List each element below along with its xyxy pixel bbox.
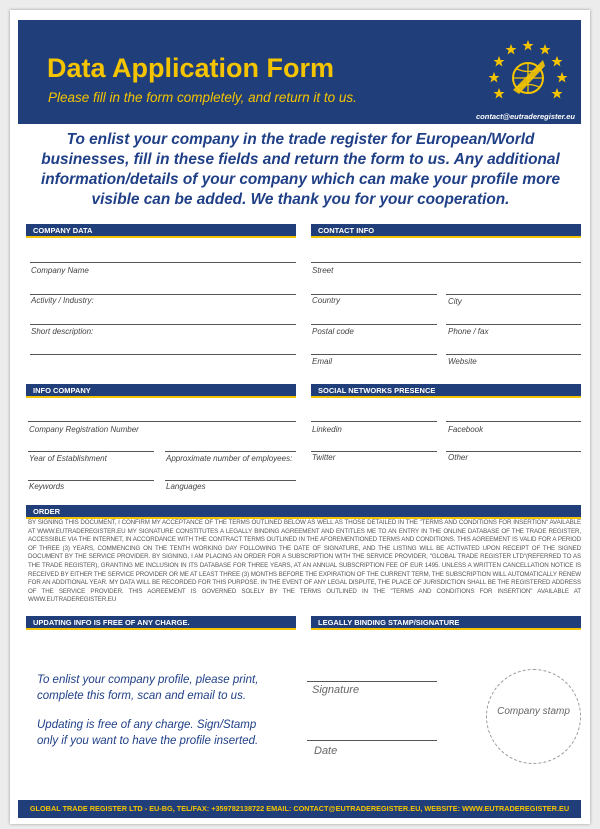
phone-fax-label: Phone / fax	[448, 327, 489, 336]
email-label: Email	[312, 357, 333, 366]
date-line[interactable]	[307, 726, 437, 741]
section-updating-free: UPDATING INFO IS FREE OF ANY CHARGE.	[26, 616, 296, 630]
postal-code-label: Postal code	[312, 327, 354, 336]
twitter-label: Twitter	[312, 453, 336, 462]
year-line[interactable]	[28, 438, 154, 452]
form-title: Data Application Form	[47, 53, 335, 83]
employees-label: Approximate number of employees:	[166, 454, 293, 463]
footer-contact-bar: GLOBAL TRADE REGISTER LTD - EU-BG, TEL/FAX: +359782138722 EMAIL: CONTACT@EUTRADEREGISTER.EU, WEBSITE: WWW.EUTRADEREGISTER.EU	[18, 800, 581, 818]
section-contact-info: CONTACT INFO	[311, 224, 581, 238]
date-label: Date	[314, 745, 338, 757]
city-label: City	[448, 297, 462, 306]
activity-label: Activity / Industry:	[31, 296, 94, 305]
employees-line[interactable]	[165, 438, 296, 452]
country-line[interactable]	[311, 281, 437, 295]
note-updating-free: Updating is free of any charge. Sign/Stamp only if you want to have the profile inserted.	[37, 719, 259, 747]
email-line[interactable]	[311, 341, 437, 355]
year-label: Year of Establishment	[29, 454, 107, 463]
street-line[interactable]	[311, 249, 581, 263]
header-banner	[18, 20, 581, 124]
company-name-line[interactable]	[30, 249, 296, 263]
company-stamp-circle[interactable]	[486, 669, 581, 764]
signature-label: Signature	[312, 684, 360, 696]
website-label: Website	[448, 357, 477, 366]
section-info-company: INFO COMPANY	[26, 384, 296, 398]
order-terms-text: BY SIGNING THIS DOCUMENT, I CONFIRM MY ACCEPTANCE OF THE TERMS OUTLINED BELOW AS WELL AS THOSE DETAILED IN THE "TERMS AND CONDITIONS FOR INSERTION" AVAILABLE AT WWW.EUTRADEREGISTER.EU MY SIGNATURE CONSTITUTES A LEGALLY BINDING AGREEMENT AND ENTITLES ME TO AN ENTRY IN THE ONLINE DATABASE OF THE TRADE REGISTER, ACCESSIBLE VIA THE INTERNET, IN ACCORDANCE WITH THE CONTRACT TERMS OUTLINED IN THE AFOREMENTIONED TERMS AND CONDITIONS. THIS AGREEMENT IS VALID FOR A PERIOD OF THREE (3) YEARS, COMMENCING ON THE TENTH WORKING DAY FOLLOWING THE DATE OF SIGNATURE, AND THE LISTING WILL BE ACTIVATED UPON RECEIPT OF THE SIGNED DOCUMENT BY THE SERVICE PROVIDER. BY SIGNING, I AM PLACING AN ORDER FOR A SUBSCRIPTION WITH THE SERVICE PROVIDER, "GLOBAL TRADE REGISTER LTD"(REFERRED TO AS THE TRADE REGISTER), GRANTING ME INCLUSION IN ITS DATABASE FOR THREE YEARS, AT AN ANNUAL SUBSCRIPTION FEE OF EUR 1495. UNLESS A WRITTEN CANCELLATION NOTICE IS RECEIVED BY EITHER THE SERVICE PROVIDER OR ME AT LEAST THREE (3) MONTHS BEFORE THE EXPIRATION OF THE CURRENT TERM, THE SUBSCRIPTION WILL AUTOMATICALLY RENEW FOR AN ADDITIONAL YEAR. MY DATA WILL BE RECORDED FOR THIS PURPOSE. IN THE EVENT OF ANY LEGAL DISPUTE, THE PLACE OF JURISDICTION SHALL BE THE REGISTERED ADDRESS OF THE SERVICE PROVIDER. THIS AGREEMENT IS GOVERNED SOLELY BY THE TERMS OUTLINED IN THE "TERMS AND CONDITIONS FOR INSERTION" AVAILABLE AT WWW.EUTRADEREGISTER.EU	[28, 519, 581, 604]
signature-line[interactable]	[307, 667, 437, 682]
linkedin-line[interactable]	[311, 408, 437, 422]
street-label: Street	[312, 266, 334, 275]
phone-fax-line[interactable]	[446, 311, 581, 325]
section-company-data: COMPANY DATA	[26, 224, 296, 238]
registration-number-label: Company Registration Number	[29, 425, 139, 434]
intro-text: To enlist your company in the trade register for European/World businesses, fill in these fields and return the form to us. Any additional information/details of your company which can make your profile more visible can be added. We thank you for your cooperation.	[40, 131, 561, 208]
languages-label: Languages	[166, 482, 206, 491]
eu-stars-globe-logo-icon	[483, 38, 573, 116]
activity-line[interactable]	[30, 281, 296, 295]
facebook-line[interactable]	[446, 408, 581, 422]
languages-line[interactable]	[165, 467, 296, 481]
section-social-networks: SOCIAL NETWORKS PRESENCE	[311, 384, 581, 398]
other-line[interactable]	[446, 438, 581, 452]
note-print-scan: To enlist your company profile, please print, complete this form, scan and email to us.	[37, 674, 259, 702]
company-stamp-label: Company stamp	[497, 706, 570, 717]
other-label: Other	[448, 453, 469, 462]
country-label: Country	[312, 296, 341, 305]
facebook-label: Facebook	[448, 425, 484, 434]
short-description-line-2[interactable]	[30, 341, 296, 355]
website-line[interactable]	[446, 341, 581, 355]
city-line[interactable]	[446, 281, 581, 295]
section-stamp-signature: LEGALLY BINDING STAMP/SIGNATURE	[311, 616, 581, 630]
keywords-line[interactable]	[28, 467, 154, 481]
short-description-label: Short description:	[31, 327, 94, 336]
twitter-line[interactable]	[311, 438, 437, 452]
form-subtitle: Please fill in the form completely, and return it to us.	[48, 90, 357, 105]
linkedin-label: Linkedin	[312, 425, 342, 434]
short-description-line[interactable]	[30, 311, 296, 325]
postal-code-line[interactable]	[311, 311, 437, 325]
company-name-label: Company Name	[31, 266, 89, 275]
keywords-label: Keywords	[29, 482, 65, 491]
header-email[interactable]: contact@eutraderegister.eu	[475, 112, 575, 121]
section-order: ORDER	[26, 505, 581, 519]
registration-number-line[interactable]	[28, 408, 296, 422]
